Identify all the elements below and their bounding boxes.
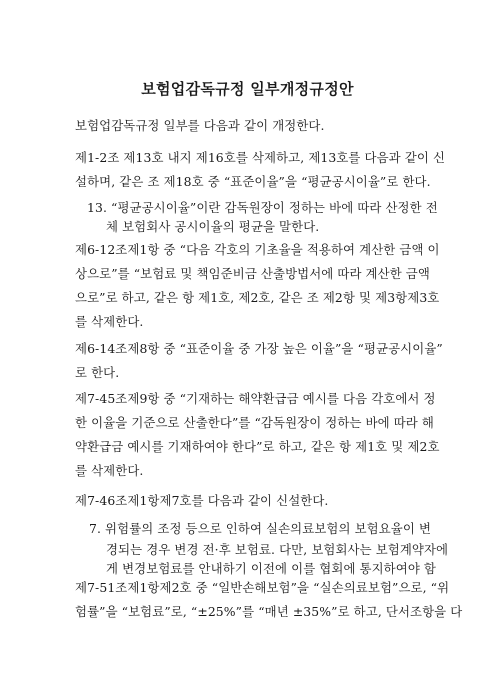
body-line: 를 삭제한다.: [75, 314, 144, 329]
body-line: 설하며, 같은 조 제18호 중 “표준이율”을 “평균공시이율”로 한다.: [75, 174, 431, 189]
body-line: 제7-46조제1항제7호를 다음과 같이 신설한다.: [75, 493, 329, 508]
body-line: 를 삭제한다.: [75, 463, 144, 478]
body-line: 한 이율을 기준으로 산출한다”를 “감독원장이 정하는 바에 따라 해: [75, 415, 434, 430]
body-line: 보험업감독규정 일부를 다음과 같이 개정한다.: [75, 118, 325, 133]
subitem-line: 13. “평균공시이율”이란 감독원장이 정하는 바에 따라 산정한 전: [87, 200, 438, 215]
body-line: 으로”로 하고, 같은 항 제1호, 제2호, 같은 조 제2항 및 제3항제3호: [75, 290, 440, 305]
body-line: 험률”을 “보험료”로, “±25%”를 “매년 ±35%”로 하고, 단서조항을 다: [75, 604, 463, 619]
body-line: 제7-51조제1항제2호 중 “일반손해보험”을 “실손의료보험”으로, “위: [75, 580, 450, 595]
subitem-line: 체 보험회사 공시이율의 평균을 말한다.: [106, 219, 320, 234]
body-line: 제6-14조제8항 중 “표준이율 중 가장 높은 이율”을 “평균공시이율”: [75, 341, 443, 356]
body-line: 약환급금 예시를 기재하여야 한다”로 하고, 같은 항 제1호 및 제2호: [75, 439, 440, 454]
body-line: 제6-12조제1항 중 “다음 각호의 기초율을 적용하여 계산한 금액 이: [75, 242, 440, 257]
subitem-line: 경되는 경우 변경 전·후 보험료. 다만, 보험회사는 보험계약자에: [106, 542, 449, 557]
body-line: 상으로”를 “보험료 및 책임준비금 산출방법서에 따라 계산한 금액: [75, 266, 430, 281]
body-line: 제7-45조제9항 중 “기재하는 해약환급금 예시를 다음 각호에서 정: [75, 391, 436, 406]
body-line: 제1-2조 제13호 내지 제16호를 삭제하고, 제13호를 다음과 같이 신: [75, 150, 446, 165]
subitem-line: 게 변경보험료를 안내하기 이전에 이를 협회에 통지하여야 함: [106, 561, 437, 576]
body-line: 로 한다.: [75, 365, 120, 380]
subitem-line: 7. 위험률의 조정 등으로 인하여 실손의료보험의 보험요율이 변: [89, 521, 432, 536]
document-title: 보험업감독규정 일부개정규정안: [141, 80, 354, 98]
